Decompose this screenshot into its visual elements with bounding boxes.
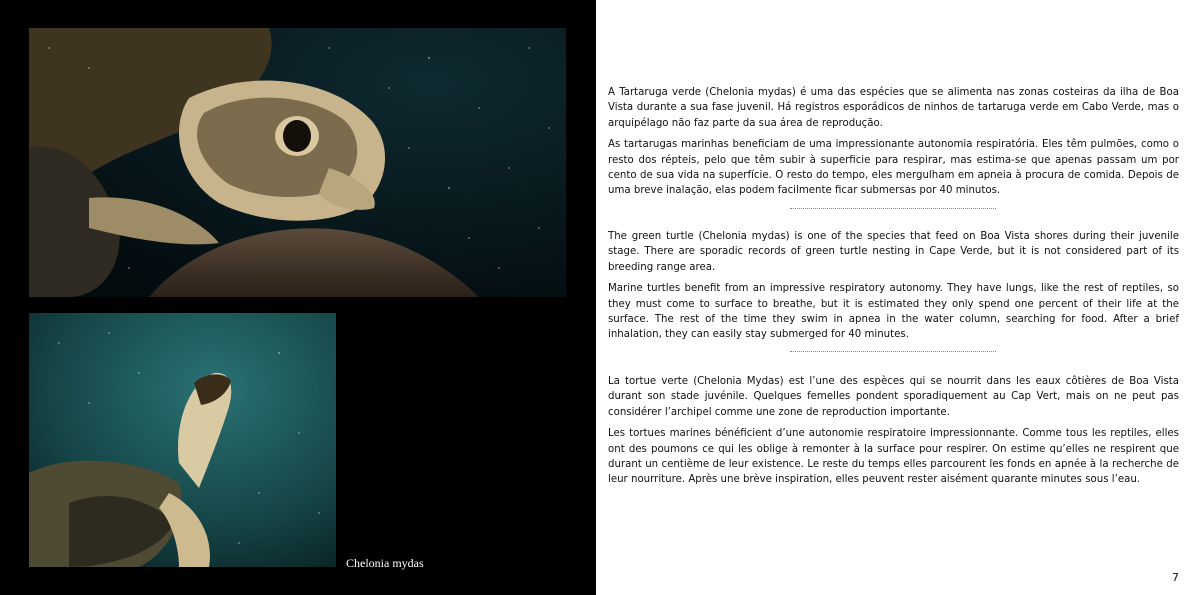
portuguese-text (608, 85, 1179, 205)
paragraph: Marine turtles benefit from an impressive respiratory autonomy. They have lungs, like the rest of reptiles, so they must come to surface to breathe, but it is estimated they only spend one percent of their life at the surface. The rest of the time they swim in apnea in the water column, searching for food. After a brief inhalation, they can easily stay submerged for 40 minutes. (608, 283, 1179, 341)
photo-caption: Chelonia mydas (346, 556, 424, 570)
turtle-swimming-photo (29, 313, 336, 567)
turtle-swimming-illustration (29, 313, 336, 567)
french-text (608, 374, 1179, 494)
turtle-closeup-illustration (29, 28, 566, 297)
dotted-divider (790, 351, 996, 352)
paragraph: A Tartaruga verde (Chelonia mydas) é uma das espécies que se alimenta nas zonas costeiras da ilha de Boa Vista durante a sua fase juvenil. Há registros esporádicos de ninhos de tartaruga verde em Cabo Verde, mas o arquipélago não faz parte da sua área de reprodução. (608, 87, 1179, 129)
page-number: 7 (1172, 571, 1179, 584)
turtle-closeup-photo (29, 28, 566, 297)
english-text (608, 229, 1179, 349)
paragraph: Les tortues marines bénéficient d’une autonomie respiratoire impressionnante. Comme tous les reptiles, elles ont des poumons ce qui les oblige à remonter à la surface pour respirer. On estime qu’elles ne respirent que durant un centième de leur existence. Le reste du temps elles parcourent les fonds en apnée à la recherche de leur nourriture. Après une brève inspiration, elles peuvent rester aisément quarante minutes sous l’eau. (608, 428, 1179, 486)
paragraph: The green turtle (Chelonia mydas) is one of the species that feed on Boa Vista shores during their juvenile stage. There are sporadic records of green turtle nesting in Cape Verde, but it is not considered part of its breeding range area. (608, 231, 1179, 273)
dotted-divider (790, 208, 996, 209)
right-page (596, 0, 1191, 595)
paragraph: La tortue verte (Chelonia Mydas) est l’une des espèces qui se nourrit dans les eaux côtières de Boa Vista durant son stade juvénile. Quelques femelles pondent sporadiquement au Cap Vert, mais on ne peut pas considérer l’archipel comme une zone de reproduction importante. (608, 376, 1179, 418)
paragraph: As tartarugas marinhas beneficiam de uma impressionante autonomia respiratória. Eles têm pulmões, como o resto dos répteis, pelo que têm subir à superficie para respirar, mas estima-se que apenas passam um por cento de sua vida na superfície. O resto do tempo, eles mergulham em apneia à procura de comida. Depois de uma breve inalação, elas podem facilmente ficar submersas por 40 minutos. (608, 139, 1179, 197)
